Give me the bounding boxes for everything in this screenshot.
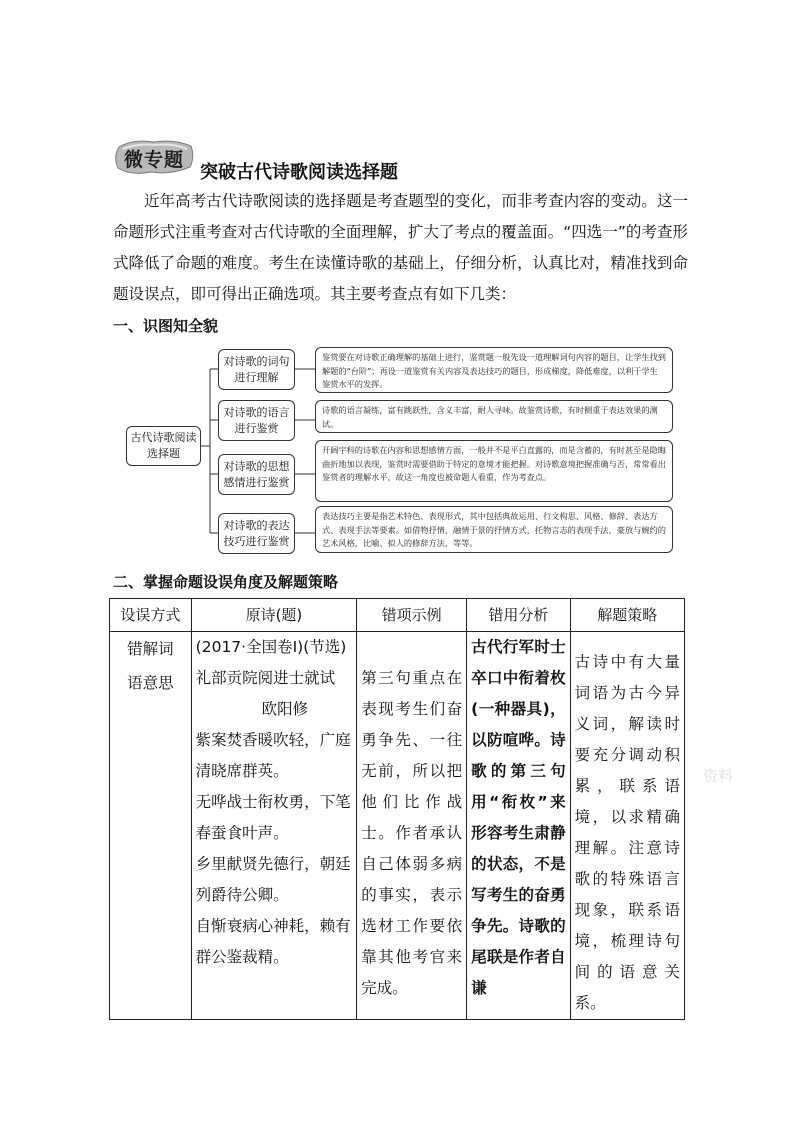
header-analysis: 错用分析	[467, 599, 570, 632]
mindmap-desc-1: 鉴赏要在对诗歌正确理解的基础上进行，鉴赏题一般先设一道理解词句内容的题目，让学生找到解题的“台阶”；再设一道鉴赏有关内容及表达技巧的题目，形成梯度，降低难度，以利于学生鉴赏水平的发挥。	[315, 347, 673, 393]
strategy-text: 古诗中有大量词语为古今异义词，解读时要充分调动积累，联系语境，以求精确理解。注意诗歌的特殊语言现象，联系语境，梳理诗句间的语意关系。	[574, 653, 680, 1012]
topic-badge	[113, 139, 195, 175]
mindmap-branch-3: 对诗歌的思想感情进行鉴赏	[218, 454, 295, 495]
mindmap-root: 古代诗歌阅读选择题	[126, 426, 201, 466]
method-text: 错解词语意思	[127, 640, 174, 692]
page-title: 突破古代诗歌阅读选择题	[200, 162, 398, 183]
intro-section	[113, 186, 688, 310]
watermark: 资料	[703, 767, 734, 785]
header-source: 原诗(题)	[191, 599, 357, 632]
analysis-text: 古代行军时士卒口中衔着枚(一种器具)，以防喧哗。诗歌的第三句用“衔枚”来形容考生肃静的状态，不是写考生的奋勇争先。诗歌的尾联是作者自谦	[471, 638, 566, 997]
poem-line-1: 紫案焚香暖吹轻，广庭清晓席群英。	[195, 731, 351, 780]
header-strategy: 解题策略	[570, 599, 684, 632]
mindmap-branch-1: 对诗歌的词句进行理解	[218, 349, 295, 390]
poem-line-3: 乡里献贤先德行，朝廷列爵待公卿。	[195, 855, 351, 904]
poem-source: (2017·全国卷Ⅰ)(节选)	[195, 638, 347, 656]
badge-label: 微专题	[123, 149, 184, 171]
section-heading-2: 二、掌握命题设误角度及解题策略	[113, 573, 339, 591]
header-method: 设误方式	[110, 599, 192, 632]
header-wrong-example: 错项示例	[357, 599, 467, 632]
cell-method	[110, 632, 192, 1020]
mindmap-desc-3: 开阔宇科的诗歌在内容和思想感情方面，一般并不是平白直露的，而是含蓄的，有时甚至是隐晦曲折地加以表现，鉴赏时需要借助于特定的意境才能把握。对诗歌意境把握准确与否，常常看出鉴赏者的理解水平，故这一角度也被命题人看重，作为考查点。	[315, 440, 673, 502]
cell-source	[191, 632, 357, 1020]
table-row	[110, 632, 685, 1020]
mind-map	[120, 343, 680, 558]
cell-wrong-example	[357, 632, 467, 1020]
mindmap-desc-4: 表达技巧主要是指艺术特色、表现形式，其中包括典故运用、行文构思、风格、修辞、表达方式、表现手法等要素。如借物抒情、融情于景的抒情方式，托物言志的表现手法，豪放与婉约的艺术风格，比喻、拟人的修辞方法，等等。	[315, 506, 673, 553]
table-header-row	[110, 599, 685, 632]
cell-strategy	[570, 632, 684, 1020]
poem-author: 欧阳修	[261, 700, 309, 718]
cell-analysis	[467, 632, 570, 1020]
mindmap-branch-4: 对诗歌的表达技巧进行鉴赏	[218, 513, 295, 554]
wrong-example-text: 第三句重点在表现考生们奋勇争先、一往无前，所以把他们比作战士。作者承认自己体弱多病的事实，表示选材工作要依靠其他考官来完成。	[361, 669, 463, 997]
poem-line-2: 无哗战士衔枚勇，下笔春蚕食叶声。	[195, 793, 351, 842]
mindmap-branch-2: 对诗歌的语言进行鉴赏	[218, 400, 295, 441]
intro-paragraph: 近年高考古代诗歌阅读的选择题是考查题型的变化，而非考查内容的变动。这一命题形式注重考查对古代诗歌的全面理解，扩大了考点的覆盖面。“四选一”的考查形式降低了命题的难度。考生在读懂诗歌的基础上，仔细分析，认真比对，精准找到命题设误点，即可得出正确选项。其主要考查点有如下几类：	[113, 192, 688, 303]
poem-line-4: 自惭衰病心神耗，赖有群公鉴裁精。	[195, 917, 351, 966]
poem-title: 礼部贡院阅进士就试	[195, 669, 336, 687]
mindmap-desc-2: 诗歌的语言凝练，富有跳跃性，含义丰富，耐人寻味。故鉴赏诗歌，有时侧重于表达效果的测试。	[315, 400, 673, 433]
strategy-table	[109, 598, 685, 1020]
section-heading-1: 一、识图知全貌	[113, 317, 219, 335]
